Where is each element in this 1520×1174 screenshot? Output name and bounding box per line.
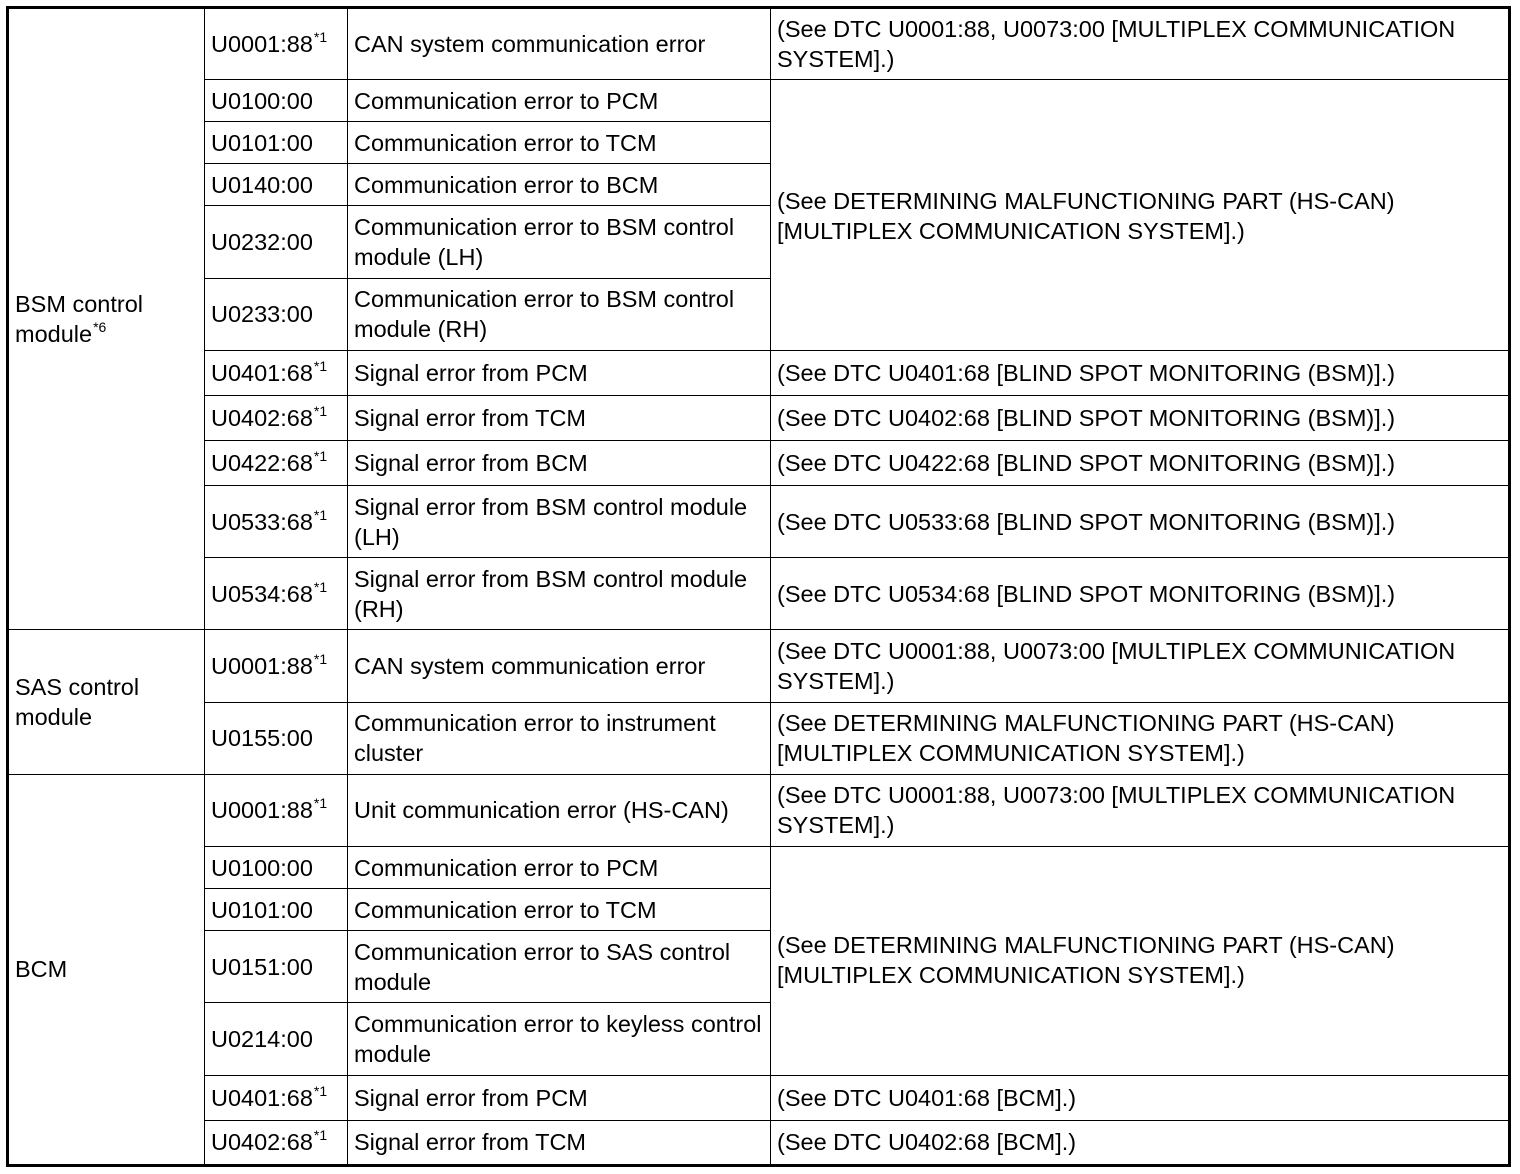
dtc-code-cell: [205, 889, 348, 931]
dtc-description: Signal error from BSM control module (RH): [348, 558, 771, 630]
dtc-code-cell: [205, 164, 348, 206]
dtc-action: (See DETERMINING MALFUNCTIONING PART (HS-CAN) [MULTIPLEX COMMUNICATION SYSTEM].): [771, 80, 1510, 351]
dtc-action: (See DTC U0402:68 [BLIND SPOT MONITORING (BSM)].): [771, 395, 1510, 440]
dtc-footnote: *1: [313, 402, 328, 419]
dtc-action: (See DTC U0001:88, U0073:00 [MULTIPLEX COMMUNICATION SYSTEM].): [771, 774, 1510, 846]
dtc-code: U0232:00: [211, 229, 313, 256]
table-row: [8, 558, 1510, 630]
dtc-code-cell: [205, 931, 348, 1003]
dtc-footnote: *1: [313, 578, 328, 595]
table-row: [8, 80, 1510, 122]
dtc-code: U0100:00: [211, 854, 313, 881]
dtc-code: U0151:00: [211, 953, 313, 980]
dtc-code-cell: [205, 206, 348, 278]
module-cell: [8, 774, 205, 1165]
dtc-action: (See DETERMINING MALFUNCTIONING PART (HS-CAN) [MULTIPLEX COMMUNICATION SYSTEM].): [771, 846, 1510, 1075]
dtc-description: Communication error to PCM: [348, 80, 771, 122]
dtc-code: U0101:00: [211, 896, 313, 923]
table-row: [8, 846, 1510, 888]
dtc-code-cell: [205, 1075, 348, 1120]
dtc-code: U0155:00: [211, 725, 313, 752]
table-row: [8, 486, 1510, 558]
table-row: [8, 1075, 1510, 1120]
dtc-description: Communication error to TCM: [348, 122, 771, 164]
dtc-code: U0214:00: [211, 1025, 313, 1052]
dtc-table: [6, 6, 1511, 1167]
dtc-code-cell: [205, 558, 348, 630]
dtc-code-cell: [205, 1120, 348, 1165]
table-row: [8, 774, 1510, 846]
dtc-code-cell: [205, 8, 348, 80]
dtc-action: (See DTC U0402:68 [BCM].): [771, 1120, 1510, 1165]
dtc-code: U0533:68: [211, 508, 313, 535]
dtc-footnote: *1: [313, 1082, 328, 1099]
dtc-code-cell: [205, 122, 348, 164]
table-row: [8, 441, 1510, 486]
dtc-code: U0402:68: [211, 1129, 313, 1156]
dtc-action: (See DTC U0001:88, U0073:00 [MULTIPLEX COMMUNICATION SYSTEM].): [771, 630, 1510, 702]
dtc-footnote: *1: [313, 448, 328, 465]
dtc-code-cell: [205, 395, 348, 440]
module-cell: [8, 8, 205, 630]
dtc-code: U0422:68: [211, 450, 313, 477]
dtc-action: (See DTC U0534:68 [BLIND SPOT MONITORING (BSM)].): [771, 558, 1510, 630]
dtc-code-cell: [205, 486, 348, 558]
dtc-action: (See DTC U0401:68 [BLIND SPOT MONITORING (BSM)].): [771, 350, 1510, 395]
dtc-code-cell: [205, 350, 348, 395]
dtc-action: (See DTC U0533:68 [BLIND SPOT MONITORING (BSM)].): [771, 486, 1510, 558]
module-footnote: *6: [93, 319, 107, 336]
dtc-description: Communication error to PCM: [348, 846, 771, 888]
dtc-code: U0001:88: [211, 31, 313, 58]
dtc-code-cell: [205, 1003, 348, 1075]
dtc-description: CAN system communication error: [348, 8, 771, 80]
dtc-description: Signal error from TCM: [348, 1120, 771, 1165]
dtc-code: U0100:00: [211, 87, 313, 114]
dtc-code: U0534:68: [211, 580, 313, 607]
dtc-code-cell: [205, 846, 348, 888]
module-name: BSM control module: [15, 291, 143, 348]
dtc-description: Communication error to TCM: [348, 889, 771, 931]
dtc-description: Signal error from PCM: [348, 1075, 771, 1120]
dtc-footnote: *1: [313, 795, 328, 812]
table-row: [8, 630, 1510, 702]
dtc-footnote: *1: [313, 1127, 328, 1144]
table-row: [8, 350, 1510, 395]
dtc-description: Communication error to SAS control module: [348, 931, 771, 1003]
dtc-description: Communication error to instrument cluster: [348, 702, 771, 774]
dtc-code-cell: [205, 702, 348, 774]
dtc-code-cell: [205, 774, 348, 846]
dtc-code-cell: [205, 441, 348, 486]
dtc-description: Communication error to BSM control module (RH): [348, 278, 771, 350]
table-row: [8, 702, 1510, 774]
dtc-code: U0233:00: [211, 301, 313, 328]
dtc-action: (See DTC U0401:68 [BCM].): [771, 1075, 1510, 1120]
dtc-description: Signal error from TCM: [348, 395, 771, 440]
dtc-code: U0401:68: [211, 1084, 313, 1111]
dtc-code-cell: [205, 630, 348, 702]
table-row: [8, 8, 1510, 80]
dtc-action: (See DETERMINING MALFUNCTIONING PART (HS-CAN) [MULTIPLEX COMMUNICATION SYSTEM].): [771, 702, 1510, 774]
module-name: BCM: [15, 956, 68, 983]
dtc-action: (See DTC U0001:88, U0073:00 [MULTIPLEX COMMUNICATION SYSTEM].): [771, 8, 1510, 80]
dtc-description: Signal error from BCM: [348, 441, 771, 486]
module-name: SAS control module: [15, 674, 140, 731]
dtc-footnote: *1: [313, 357, 328, 374]
dtc-code-cell: [205, 80, 348, 122]
dtc-footnote: *1: [313, 506, 328, 523]
dtc-footnote: *1: [313, 651, 328, 668]
dtc-code: U0140:00: [211, 171, 313, 198]
dtc-description: Unit communication error (HS-CAN): [348, 774, 771, 846]
dtc-code: U0101:00: [211, 129, 313, 156]
dtc-description: Communication error to BCM: [348, 164, 771, 206]
dtc-description: Signal error from PCM: [348, 350, 771, 395]
dtc-code-cell: [205, 278, 348, 350]
dtc-description: Communication error to BSM control module (LH): [348, 206, 771, 278]
dtc-action: (See DTC U0422:68 [BLIND SPOT MONITORING (BSM)].): [771, 441, 1510, 486]
dtc-code: U0001:88: [211, 797, 313, 824]
dtc-description: Communication error to keyless control module: [348, 1003, 771, 1075]
table-row: [8, 395, 1510, 440]
table-row: [8, 1120, 1510, 1165]
module-cell: [8, 630, 205, 774]
dtc-footnote: *1: [313, 29, 328, 46]
dtc-code: U0401:68: [211, 359, 313, 386]
dtc-description: CAN system communication error: [348, 630, 771, 702]
dtc-code: U0001:88: [211, 653, 313, 680]
dtc-description: Signal error from BSM control module (LH): [348, 486, 771, 558]
dtc-code: U0402:68: [211, 404, 313, 431]
